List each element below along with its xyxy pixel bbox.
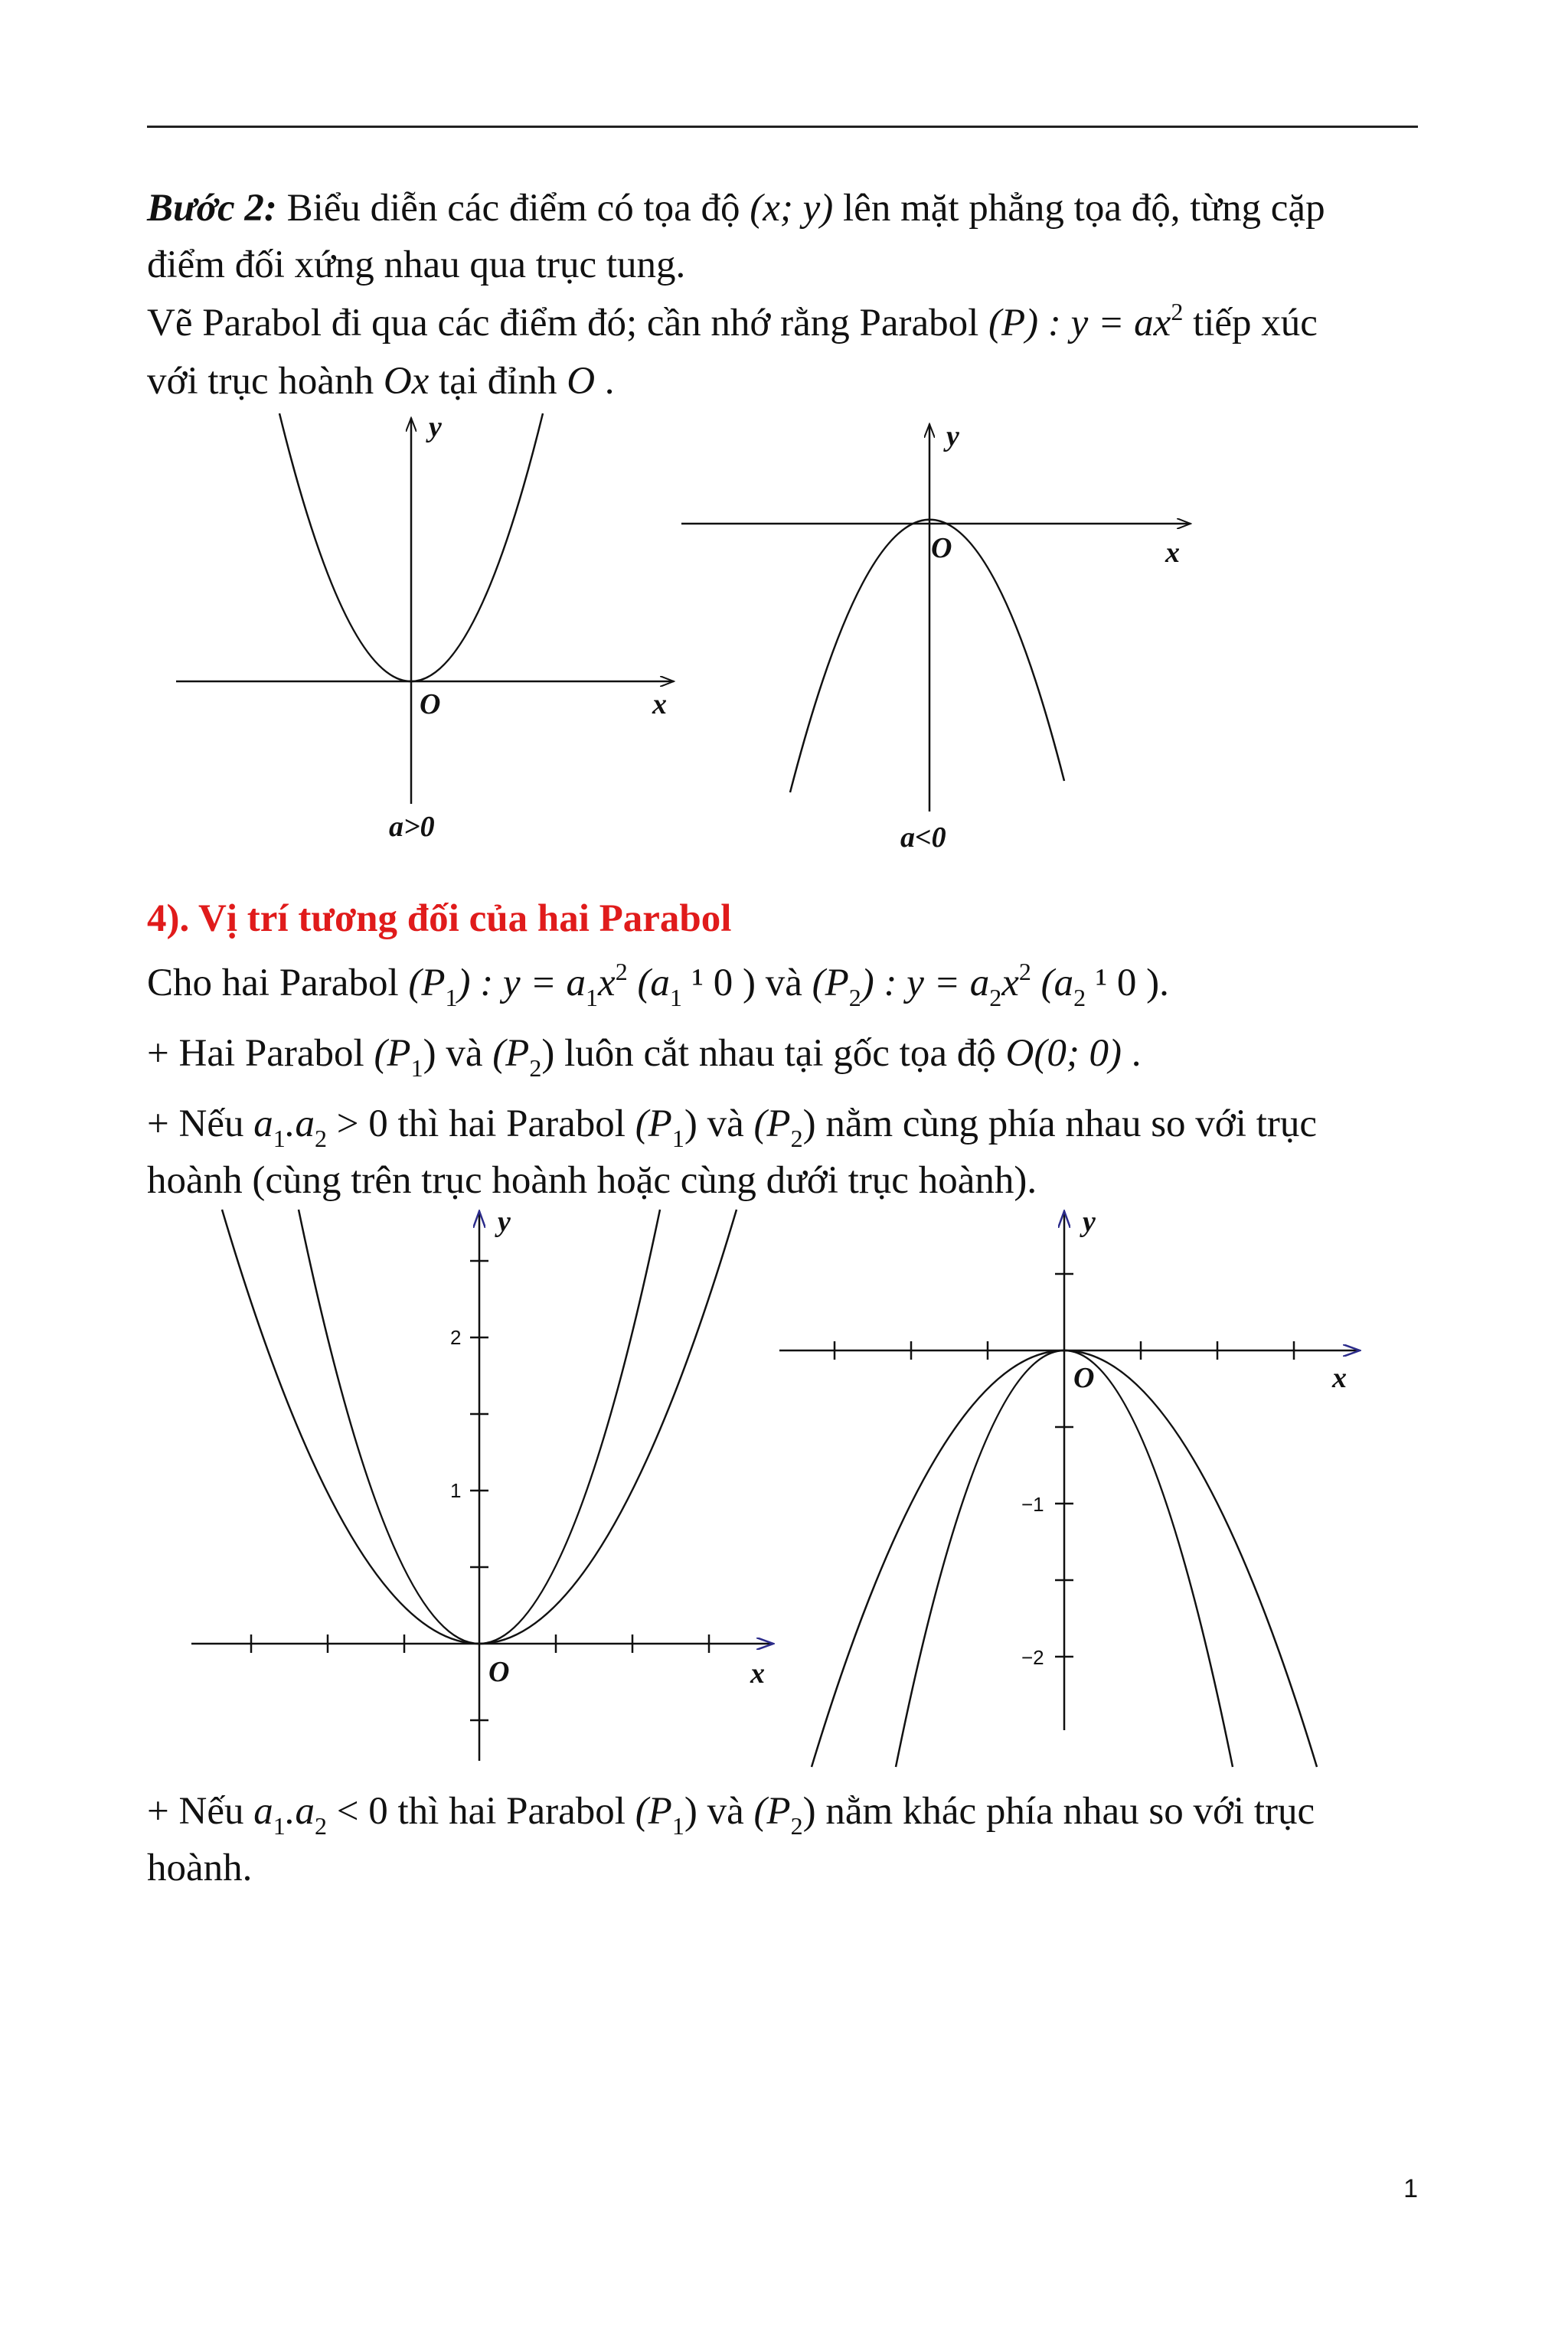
origin-label: O	[1073, 1362, 1095, 1394]
origin-label: O	[420, 688, 441, 720]
tick-label-neg1: −1	[1021, 1493, 1044, 1516]
tick-label-2: 2	[450, 1326, 462, 1349]
step2-line-1: Bước 2: Biểu diễn các điểm có tọa độ (x; y) lên mặt phẳng tọa độ, từng cặp	[147, 187, 1325, 230]
y-label: y	[429, 411, 442, 443]
graph-a-positive	[176, 411, 674, 843]
page-number: 1	[1403, 2174, 1418, 2203]
section4-line-5: + Nếu $a_1.a_2 < 0$ thì hai Parabol $(P_1)$ và $(P_2)$ nằm khác phía nhau so với trục	[147, 1790, 1315, 1840]
section4-line-6: hoành.	[147, 1847, 253, 1889]
step2-line-4: với trục hoành Ox tại đỉnh O .	[147, 360, 615, 403]
header-rule	[147, 126, 1418, 128]
origin-label: O	[931, 532, 952, 564]
figure-parabola-signs	[0, 398, 1568, 857]
tick-label-1: 1	[450, 1479, 462, 1502]
y-label: y	[498, 1206, 511, 1238]
caption-a-negative: a<0	[900, 821, 946, 854]
section4-line-4: hoành (cùng trên trục hoành hoặc cùng dưới trục hoành).	[147, 1159, 1037, 1202]
step2-line-2: điểm đối xứng nhau qua trục tung.	[147, 243, 686, 286]
section4-line-2: + Hai Parabol $(P_1)$ và $(P_2)$ luôn cắt nhau tại gốc tọa độ O(0; 0) .	[147, 1032, 1142, 1082]
graph-same-side	[191, 1206, 773, 1761]
x-label: x	[1165, 537, 1180, 569]
figure-two-parabolas	[0, 1202, 1568, 1784]
section4-line-1: Cho hai Parabol $(P_1)$ : $y = a_1x^2$ ($a_1$ ¹ 0 ) và $(P_2)$ : $y = a_2x^2$ ($a_2$ ¹ 0 ).	[147, 958, 1169, 1011]
y-label: y	[1083, 1206, 1096, 1238]
y-label: y	[946, 420, 959, 452]
x-label: x	[1332, 1362, 1347, 1394]
graph-both-below	[779, 1206, 1360, 1767]
x-label: x	[750, 1657, 765, 1690]
caption-a-positive: a>0	[389, 811, 435, 843]
section-heading: 4). Vị trí tương đối của hai Parabol	[147, 897, 732, 940]
x-label: x	[652, 688, 667, 720]
step2-line-3: Vẽ Parabol đi qua các điểm đó; cần nhớ rằng Parabol (P) : $y = ax^2$ tiếp xúc	[147, 298, 1318, 345]
parabola-downward	[790, 520, 1064, 792]
section4-line-3: + Nếu $a_1.a_2 > 0$ thì hai Parabol $(P_1)$ và $(P_2)$ nằm cùng phía nhau so với trục	[147, 1102, 1317, 1152]
origin-label: O	[488, 1656, 510, 1688]
tick-label-neg2: −2	[1021, 1646, 1044, 1669]
graph-a-negative	[681, 420, 1191, 854]
